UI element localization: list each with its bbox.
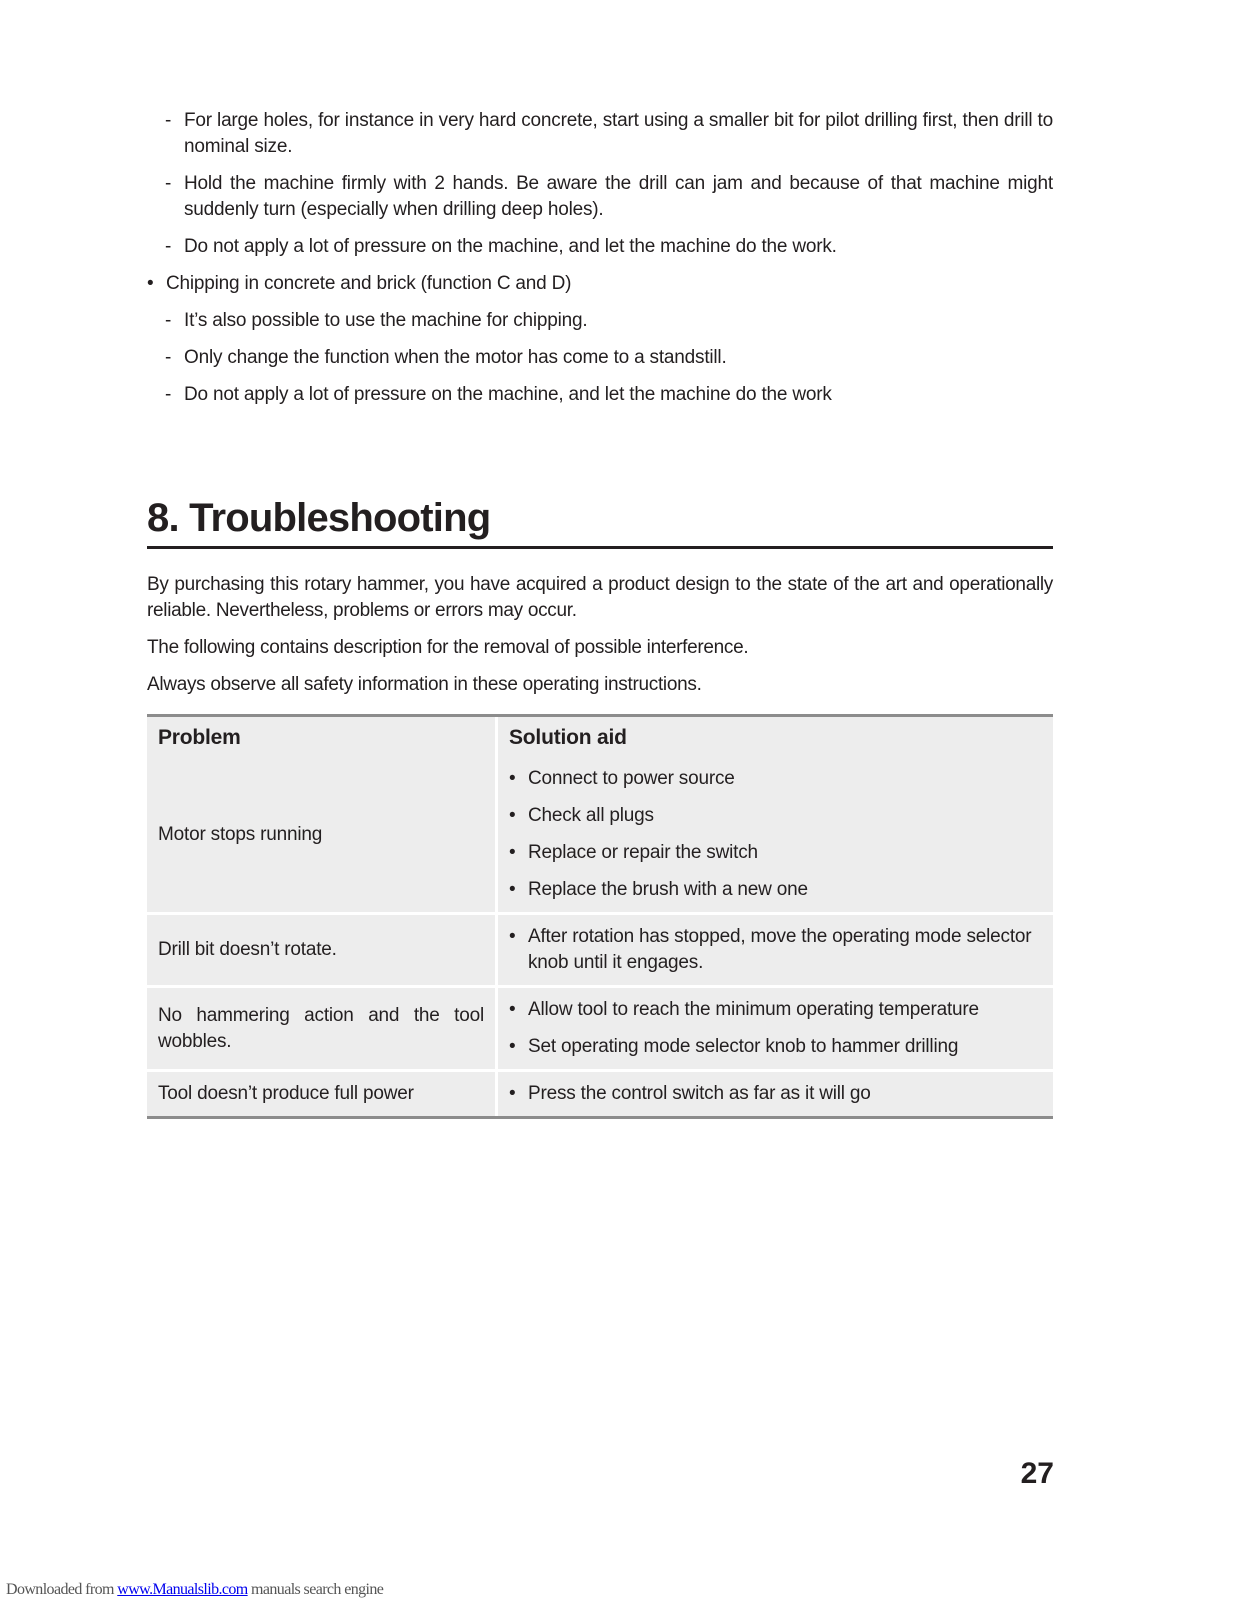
solution-text: Check all plugs <box>528 805 654 826</box>
manualslib-link[interactable]: www.Manualslib.com <box>117 1581 248 1598</box>
intro-paragraph: By purchasing this rotary hammer, you have acquired a product design to the state of the art and operationally reliable. Nevertheless, problems or errors may occur. <box>147 574 1053 621</box>
page-number: 27 <box>1020 1457 1054 1490</box>
solution-cell <box>498 757 1053 912</box>
footer-suffix: manuals search engine <box>247 1581 384 1598</box>
problem-cell: Motor stops running <box>147 757 498 912</box>
table-row <box>147 1069 1053 1116</box>
list-item <box>147 108 1053 160</box>
dash-marker: - <box>165 384 172 405</box>
problem-cell: Tool doesn’t produce full power <box>147 1069 498 1116</box>
solution-cell <box>498 912 1053 985</box>
list-item-text: It’s also possible to use the machine for chipping. <box>184 310 588 331</box>
solution-text: Connect to power source <box>528 768 735 789</box>
dash-marker: - <box>165 236 172 257</box>
list-item <box>147 345 1053 371</box>
solution-item <box>509 924 1042 976</box>
list-item-text: Chipping in concrete and brick (function C and D) <box>166 273 572 294</box>
solution-text: Replace the brush with a new one <box>528 879 808 900</box>
intro-paragraph: The following contains description for the removal of possible interference. <box>147 637 749 658</box>
solution-cell <box>498 1069 1053 1116</box>
intro-paragraph: Always observe all safety information in these operating instructions. <box>147 674 702 695</box>
dash-marker: - <box>165 110 172 131</box>
bullet-marker: • <box>509 768 516 789</box>
intro-list <box>147 108 1053 408</box>
page-content <box>147 108 1053 1119</box>
solution-item <box>509 1034 1042 1060</box>
problem-cell: No hammering action and the tool wobbles. <box>147 985 498 1069</box>
section-heading: 8. Troubleshooting <box>147 494 1053 549</box>
table-row <box>147 912 1053 985</box>
dash-marker: - <box>165 173 172 194</box>
table-row <box>147 757 1053 912</box>
solution-text: Replace or repair the switch <box>528 842 758 863</box>
bullet-marker: • <box>509 1036 516 1057</box>
solution-item <box>509 1081 1042 1107</box>
solution-text: Allow tool to reach the minimum operating temperature <box>528 999 979 1020</box>
solution-text: Press the control switch as far as it will go <box>528 1083 871 1104</box>
solution-item <box>509 803 1042 829</box>
solution-item <box>509 877 1042 903</box>
problem-cell: Drill bit doesn’t rotate. <box>147 912 498 985</box>
list-item <box>147 171 1053 223</box>
dash-marker: - <box>165 310 172 331</box>
bullet-marker: • <box>147 273 154 294</box>
list-item <box>147 271 1053 297</box>
table-header-row <box>147 717 1053 757</box>
bullet-marker: • <box>509 926 516 947</box>
list-item <box>147 308 1053 334</box>
list-item-text: Do not apply a lot of pressure on the machine, and let the machine do the work. <box>184 236 837 257</box>
bullet-marker: • <box>509 842 516 863</box>
footer-prefix: Downloaded from <box>6 1581 118 1598</box>
list-item-text: For large holes, for instance in very hard concrete, start using a smaller bit for pilot drilling first, then drill to nominal size. <box>184 110 1053 157</box>
solution-cell <box>498 985 1053 1069</box>
table-row <box>147 985 1053 1069</box>
dash-marker: - <box>165 347 172 368</box>
column-header-problem: Problem <box>147 717 498 757</box>
troubleshooting-table <box>147 714 1053 1119</box>
bullet-marker: • <box>509 805 516 826</box>
solution-item <box>509 997 1042 1023</box>
column-header-solution: Solution aid <box>498 717 1053 757</box>
bullet-marker: • <box>509 1083 516 1104</box>
solution-text: After rotation has stopped, move the operating mode selector knob until it engages. <box>528 926 1032 973</box>
download-footer <box>6 1580 383 1600</box>
list-item <box>147 234 1053 260</box>
bullet-marker: • <box>509 879 516 900</box>
bullet-marker: • <box>509 999 516 1020</box>
solution-text: Set operating mode selector knob to hammer drilling <box>528 1036 959 1057</box>
list-item <box>147 382 1053 408</box>
list-item-text: Only change the function when the motor has come to a standstill. <box>184 347 727 368</box>
list-item-text: Do not apply a lot of pressure on the machine, and let the machine do the work <box>184 384 832 405</box>
list-item-text: Hold the machine firmly with 2 hands. Be aware the drill can jam and because of that machine might suddenly turn (especially when drilling deep holes). <box>184 173 1053 220</box>
solution-item <box>509 766 1042 792</box>
solution-item <box>509 840 1042 866</box>
